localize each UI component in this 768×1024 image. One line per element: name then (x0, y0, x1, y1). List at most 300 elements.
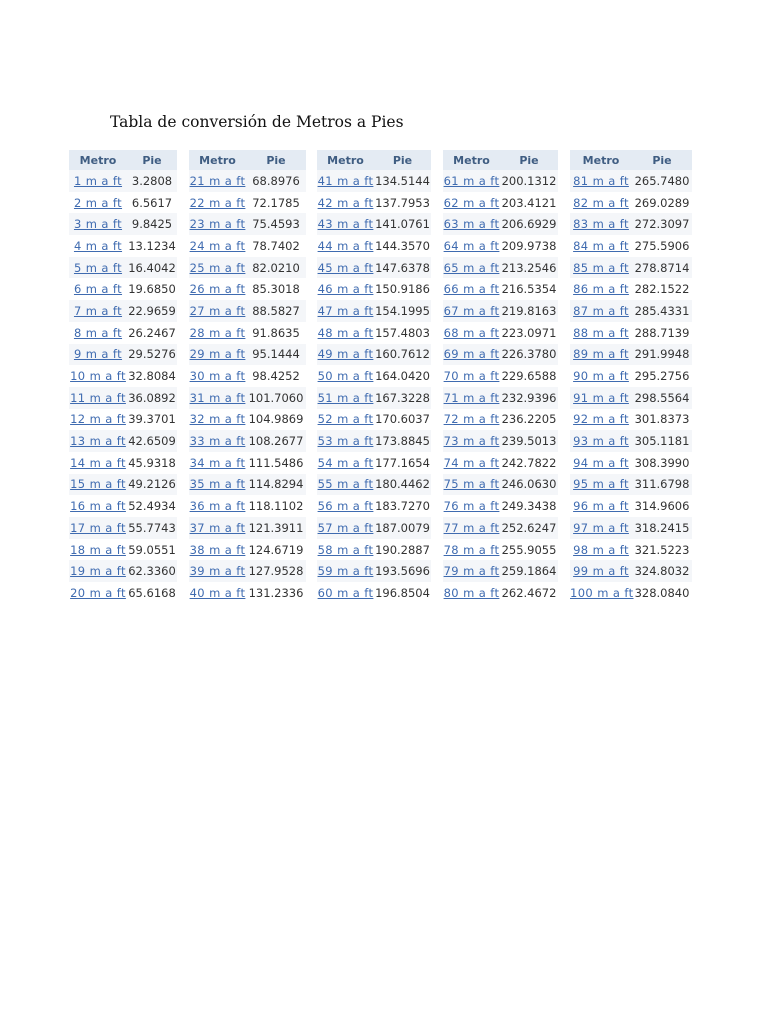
metro-cell (69, 300, 127, 322)
metro-cell (69, 495, 127, 517)
conversion-link[interactable]: 58 m a ft (317, 542, 374, 557)
conversion-link[interactable]: 52 m a ft (317, 412, 374, 427)
pie-value: 124.6719 (248, 542, 304, 557)
table-row (570, 582, 692, 604)
metro-cell (443, 387, 500, 409)
conversion-link[interactable]: 26 m a ft (189, 282, 246, 297)
pie-value: 91.8635 (252, 325, 300, 340)
conversion-link[interactable]: 40 m a ft (189, 585, 246, 600)
pie-value: 82.0210 (246, 257, 306, 279)
metro-cell (570, 539, 632, 561)
conversion-link[interactable]: 49 m a ft (317, 347, 374, 362)
conversion-link[interactable]: 23 m a ft (189, 217, 246, 232)
table-row (443, 257, 558, 279)
pie-value: 246.0630 (500, 474, 558, 496)
pie-value: 213.2546 (500, 257, 558, 279)
table-row (69, 387, 177, 409)
conversion-link[interactable]: 54 m a ft (317, 455, 374, 470)
pie-value: 75.4593 (246, 213, 306, 235)
conversion-link[interactable]: 5 m a ft (73, 260, 123, 275)
conversion-link[interactable]: 80 m a ft (443, 585, 500, 600)
pie-value: 167.3228 (374, 387, 431, 409)
header-pie: Pie (374, 150, 431, 170)
pie-value: 196.8504 (375, 585, 430, 600)
pie-value: 223.0971 (501, 325, 557, 340)
pie-value: 328.0840 (634, 585, 690, 600)
pie-value: 98.4252 (252, 369, 300, 384)
conversion-link[interactable]: 66 m a ft (443, 282, 500, 297)
metro-cell (570, 257, 632, 279)
table-row (69, 192, 177, 214)
metro-cell (189, 322, 246, 344)
table-row (189, 257, 306, 279)
pie-value: 308.3990 (634, 455, 690, 470)
pie-value: 206.6929 (500, 213, 558, 235)
metro-cell (317, 257, 374, 279)
table-row (317, 517, 431, 539)
conversion-link[interactable]: 28 m a ft (189, 325, 246, 340)
pie-value: 318.2415 (632, 517, 692, 539)
metro-cell (69, 539, 127, 561)
conversion-link[interactable]: 51 m a ft (317, 390, 374, 405)
conversion-link[interactable]: 95 m a ft (573, 477, 629, 492)
conversion-link[interactable]: 74 m a ft (443, 455, 500, 470)
table-row (570, 539, 692, 561)
conversion-link[interactable]: 64 m a ft (443, 238, 500, 253)
pie-value: 249.3438 (501, 499, 557, 514)
conversion-link[interactable]: 21 m a ft (189, 173, 246, 188)
pie-value: 39.3701 (128, 412, 176, 427)
pie-value: 275.5906 (634, 238, 690, 253)
pie-value: 170.6037 (375, 412, 430, 427)
table-row (69, 474, 177, 496)
metro-cell (570, 300, 632, 322)
table-row (443, 344, 558, 366)
pie-value: 150.9186 (375, 282, 430, 297)
conversion-link[interactable]: 22 m a ft (189, 195, 246, 210)
pie-value: 6.5617 (131, 195, 173, 210)
metro-cell (69, 278, 127, 300)
conversion-link[interactable]: 4 m a ft (73, 238, 123, 253)
metro-cell (317, 582, 374, 604)
pie-value: 262.4672 (501, 585, 557, 600)
pie-value: 242.7822 (501, 455, 557, 470)
table-row (443, 495, 558, 517)
table-row (189, 300, 306, 322)
metro-cell (189, 192, 246, 214)
metro-cell (570, 517, 632, 539)
pie-value: 209.9738 (501, 238, 557, 253)
table-row (570, 474, 692, 496)
metro-cell (443, 300, 500, 322)
pie-value: 108.2677 (246, 430, 306, 452)
conversion-link[interactable]: 11 m a ft (70, 390, 126, 405)
metro-cell (443, 452, 500, 474)
conversion-link[interactable]: 3 m a ft (73, 217, 123, 232)
conversion-link[interactable]: 55 m a ft (317, 477, 374, 492)
metro-cell (69, 192, 127, 214)
header-pie: Pie (246, 150, 306, 170)
conversion-link[interactable]: 79 m a ft (443, 564, 500, 579)
pie-value: 311.6798 (632, 474, 692, 496)
conversion-link[interactable]: 83 m a ft (573, 217, 629, 232)
table-row (443, 170, 558, 192)
pie-value: 321.5223 (634, 542, 690, 557)
table-row (443, 213, 558, 235)
metro-cell (69, 213, 127, 235)
table-row (189, 474, 306, 496)
metro-cell (443, 192, 500, 214)
pie-value: 291.9948 (632, 344, 692, 366)
metro-cell (570, 409, 632, 431)
conversion-link[interactable]: 70 m a ft (443, 369, 500, 384)
metro-cell (317, 409, 374, 431)
pie-value: 187.0079 (374, 517, 431, 539)
metro-cell (189, 430, 246, 452)
conversion-link[interactable]: 34 m a ft (189, 455, 246, 470)
table-row (443, 409, 558, 431)
table-row (317, 257, 431, 279)
table-row (570, 192, 692, 214)
conversion-link[interactable]: 75 m a ft (443, 477, 500, 492)
metro-cell (570, 170, 632, 192)
conversion-link[interactable]: 67 m a ft (443, 303, 500, 318)
pie-value: 173.8845 (374, 430, 431, 452)
conversion-link[interactable]: 47 m a ft (317, 303, 374, 318)
metro-cell (189, 278, 246, 300)
pie-value: 219.8163 (500, 300, 558, 322)
table-row (69, 560, 177, 582)
conversion-link[interactable]: 9 m a ft (73, 347, 123, 362)
metro-cell (570, 430, 632, 452)
pie-value: 160.7612 (374, 344, 431, 366)
table-row (317, 539, 431, 561)
conversion-link[interactable]: 33 m a ft (189, 434, 246, 449)
table-row (189, 539, 306, 561)
table-row (443, 517, 558, 539)
pie-value: 282.1522 (634, 282, 690, 297)
pie-value: 16.4042 (127, 257, 177, 279)
metro-cell (443, 495, 500, 517)
table-row (317, 452, 431, 474)
pie-value: 144.3570 (375, 238, 430, 253)
pie-value: 259.1864 (500, 560, 558, 582)
pie-value: 229.6588 (501, 369, 557, 384)
conversion-link[interactable]: 87 m a ft (573, 303, 629, 318)
metro-cell (443, 365, 500, 387)
conversion-link[interactable]: 30 m a ft (189, 369, 246, 384)
pie-value: 85.3018 (252, 282, 300, 297)
metro-cell (317, 539, 374, 561)
table-row (189, 409, 306, 431)
metro-cell (189, 560, 246, 582)
conversion-link[interactable]: 10 m a ft (70, 369, 126, 384)
conversion-link[interactable]: 18 m a ft (70, 542, 126, 557)
pie-value: 32.8084 (128, 369, 176, 384)
pie-value: 164.0420 (375, 369, 430, 384)
metro-cell (317, 560, 374, 582)
conversion-link[interactable]: 69 m a ft (443, 347, 500, 362)
conversion-link[interactable]: 59 m a ft (317, 564, 374, 579)
conversion-link[interactable]: 2 m a ft (73, 195, 123, 210)
pie-value: 157.4803 (375, 325, 430, 340)
header-metro: Metro (317, 150, 374, 170)
conversion-link[interactable]: 88 m a ft (573, 325, 629, 340)
pie-value: 111.5486 (248, 455, 304, 470)
table-row (189, 452, 306, 474)
conversion-link[interactable]: 53 m a ft (317, 434, 374, 449)
conversion-link[interactable]: 85 m a ft (573, 260, 629, 275)
metro-cell (317, 517, 374, 539)
table-row (189, 430, 306, 452)
metro-cell (69, 344, 127, 366)
pie-value: 236.2205 (501, 412, 557, 427)
pie-value: 62.3360 (127, 560, 177, 582)
table-row (189, 517, 306, 539)
conversion-link[interactable]: 60 m a ft (317, 585, 374, 600)
metro-cell (189, 409, 246, 431)
conversion-link[interactable]: 61 m a ft (443, 173, 500, 188)
conversion-link[interactable]: 29 m a ft (189, 347, 246, 362)
table-row (69, 170, 177, 192)
metro-cell (189, 452, 246, 474)
metro-cell (317, 278, 374, 300)
table-row (189, 365, 306, 387)
conversion-link[interactable]: 43 m a ft (317, 217, 374, 232)
table-row (69, 452, 177, 474)
table-row (317, 430, 431, 452)
conversion-link[interactable]: 8 m a ft (73, 325, 123, 340)
pie-value: 131.2336 (248, 585, 304, 600)
metro-cell (189, 517, 246, 539)
metro-cell (443, 344, 500, 366)
table-row (317, 495, 431, 517)
table-row (443, 539, 558, 561)
conversion-link[interactable]: 12 m a ft (70, 412, 126, 427)
conversion-link[interactable]: 46 m a ft (317, 282, 374, 297)
metro-cell (443, 430, 500, 452)
conversion-link[interactable]: 65 m a ft (443, 260, 500, 275)
conversion-link[interactable]: 91 m a ft (573, 390, 629, 405)
conversion-link[interactable]: 50 m a ft (317, 369, 374, 384)
conversion-link[interactable]: 84 m a ft (573, 238, 629, 253)
pie-value: 114.8294 (246, 474, 306, 496)
metro-cell (443, 278, 500, 300)
conversion-link[interactable]: 44 m a ft (317, 238, 374, 253)
pie-value: 295.2756 (634, 369, 690, 384)
conversion-link[interactable]: 25 m a ft (189, 260, 246, 275)
conversion-link[interactable]: 32 m a ft (189, 412, 246, 427)
header-metro: Metro (69, 150, 127, 170)
conversion-link[interactable]: 20 m a ft (70, 585, 126, 600)
table-row (570, 278, 692, 300)
metro-cell (69, 365, 127, 387)
metro-cell (189, 344, 246, 366)
conversion-link[interactable]: 6 m a ft (73, 282, 123, 297)
conversion-link[interactable]: 72 m a ft (443, 412, 500, 427)
conversion-link[interactable]: 89 m a ft (573, 347, 629, 362)
header-metro: Metro (189, 150, 246, 170)
metro-cell (317, 300, 374, 322)
table-row (443, 582, 558, 604)
pie-value: 45.9318 (128, 455, 176, 470)
pie-value: 314.9606 (634, 499, 690, 514)
conversion-link[interactable]: 38 m a ft (189, 542, 246, 557)
header-pie: Pie (632, 150, 692, 170)
conversion-link[interactable]: 96 m a ft (573, 499, 629, 514)
conversion-link[interactable]: 56 m a ft (317, 499, 374, 514)
metro-cell (317, 452, 374, 474)
conversion-link[interactable]: 36 m a ft (189, 499, 246, 514)
conversion-link[interactable]: 42 m a ft (317, 195, 374, 210)
pie-value: 42.6509 (127, 430, 177, 452)
conversion-link[interactable]: 73 m a ft (443, 434, 500, 449)
table-row (69, 278, 177, 300)
conversion-link[interactable]: 41 m a ft (317, 173, 374, 188)
conversion-table-4 (443, 150, 558, 604)
pie-value: 193.5696 (374, 560, 431, 582)
conversion-link[interactable]: 68 m a ft (443, 325, 500, 340)
conversion-link[interactable]: 37 m a ft (189, 520, 246, 535)
metro-cell (317, 192, 374, 214)
conversion-link[interactable]: 78 m a ft (443, 542, 500, 557)
pie-value: 127.9528 (246, 560, 306, 582)
metro-cell (189, 474, 246, 496)
table-row (570, 495, 692, 517)
table-row (189, 344, 306, 366)
pie-value: 3.2808 (127, 170, 177, 192)
pie-value: 154.1995 (374, 300, 431, 322)
conversion-link[interactable]: 98 m a ft (573, 542, 629, 557)
conversion-link[interactable]: 97 m a ft (573, 520, 629, 535)
pie-value: 288.7139 (634, 325, 690, 340)
metro-cell (570, 278, 632, 300)
table-row (69, 257, 177, 279)
pie-value: 177.1654 (375, 455, 430, 470)
conversion-link[interactable]: 39 m a ft (189, 564, 246, 579)
metro-cell (317, 365, 374, 387)
conversion-link[interactable]: 93 m a ft (573, 434, 629, 449)
table-row (443, 322, 558, 344)
header-pie: Pie (127, 150, 177, 170)
pie-value: 141.0761 (374, 213, 431, 235)
conversion-link[interactable]: 48 m a ft (317, 325, 374, 340)
conversion-link[interactable]: 15 m a ft (70, 477, 126, 492)
conversion-link[interactable]: 17 m a ft (70, 520, 126, 535)
conversion-link[interactable]: 77 m a ft (443, 520, 500, 535)
metro-cell (189, 365, 246, 387)
pie-value: 59.0551 (128, 542, 176, 557)
metro-cell (189, 257, 246, 279)
conversion-link[interactable]: 62 m a ft (443, 195, 500, 210)
conversion-link[interactable]: 92 m a ft (573, 412, 629, 427)
metro-cell (570, 192, 632, 214)
pie-value: 134.5144 (374, 170, 431, 192)
table-row (570, 235, 692, 257)
conversion-link[interactable]: 35 m a ft (189, 477, 246, 492)
metro-cell (443, 560, 500, 582)
metro-cell (69, 474, 127, 496)
conversion-link[interactable]: 45 m a ft (317, 260, 374, 275)
metro-cell (189, 170, 246, 192)
conversion-link[interactable]: 82 m a ft (573, 195, 629, 210)
table-row (317, 474, 431, 496)
metro-cell (317, 213, 374, 235)
metro-cell (69, 322, 127, 344)
pie-value: 301.8373 (634, 412, 690, 427)
table-row (570, 409, 692, 431)
table-row (443, 430, 558, 452)
table-row (443, 192, 558, 214)
pie-value: 88.5827 (246, 300, 306, 322)
metro-cell (317, 474, 374, 496)
table-row (570, 170, 692, 192)
metro-cell (570, 235, 632, 257)
table-row (189, 495, 306, 517)
metro-cell (189, 235, 246, 257)
pie-value: 239.5013 (500, 430, 558, 452)
pie-value: 36.0892 (127, 387, 177, 409)
conversion-link[interactable]: 99 m a ft (573, 564, 629, 579)
table-row (443, 387, 558, 409)
header-metro: Metro (443, 150, 500, 170)
conversion-link[interactable]: 57 m a ft (317, 520, 374, 535)
table-row (189, 322, 306, 344)
metro-cell (317, 430, 374, 452)
table-row (317, 322, 431, 344)
conversion-link[interactable]: 19 m a ft (70, 564, 126, 579)
metro-cell (570, 344, 632, 366)
metro-cell (189, 300, 246, 322)
table-row (317, 344, 431, 366)
conversion-link[interactable]: 16 m a ft (70, 499, 126, 514)
conversion-link[interactable]: 14 m a ft (70, 455, 126, 470)
table-row (570, 213, 692, 235)
table-row (69, 300, 177, 322)
table-row (189, 235, 306, 257)
conversion-link[interactable]: 100 m a ft (570, 585, 634, 600)
conversion-link[interactable]: 63 m a ft (443, 217, 500, 232)
table-row (443, 560, 558, 582)
metro-cell (317, 322, 374, 344)
table-row (570, 300, 692, 322)
conversion-link[interactable]: 27 m a ft (189, 303, 246, 318)
table-row (69, 213, 177, 235)
metro-cell (317, 170, 374, 192)
metro-cell (69, 582, 127, 604)
conversion-link[interactable]: 71 m a ft (443, 390, 500, 405)
metro-cell (443, 517, 500, 539)
header-pie: Pie (500, 150, 558, 170)
table-row (69, 495, 177, 517)
metro-cell (443, 235, 500, 257)
conversion-link[interactable]: 24 m a ft (189, 238, 246, 253)
conversion-link[interactable]: 81 m a ft (573, 173, 629, 188)
conversion-link[interactable]: 86 m a ft (573, 282, 629, 297)
conversion-link[interactable]: 13 m a ft (70, 434, 126, 449)
conversion-link[interactable]: 7 m a ft (73, 303, 123, 318)
table-row (189, 278, 306, 300)
conversion-link[interactable]: 90 m a ft (573, 369, 629, 384)
table-row (443, 365, 558, 387)
conversion-link[interactable]: 1 m a ft (73, 173, 123, 188)
conversion-link[interactable]: 76 m a ft (443, 499, 500, 514)
metro-cell (69, 387, 127, 409)
table-row (189, 560, 306, 582)
table-row (189, 213, 306, 235)
conversion-link[interactable]: 31 m a ft (189, 390, 246, 405)
conversion-link[interactable]: 94 m a ft (573, 455, 629, 470)
